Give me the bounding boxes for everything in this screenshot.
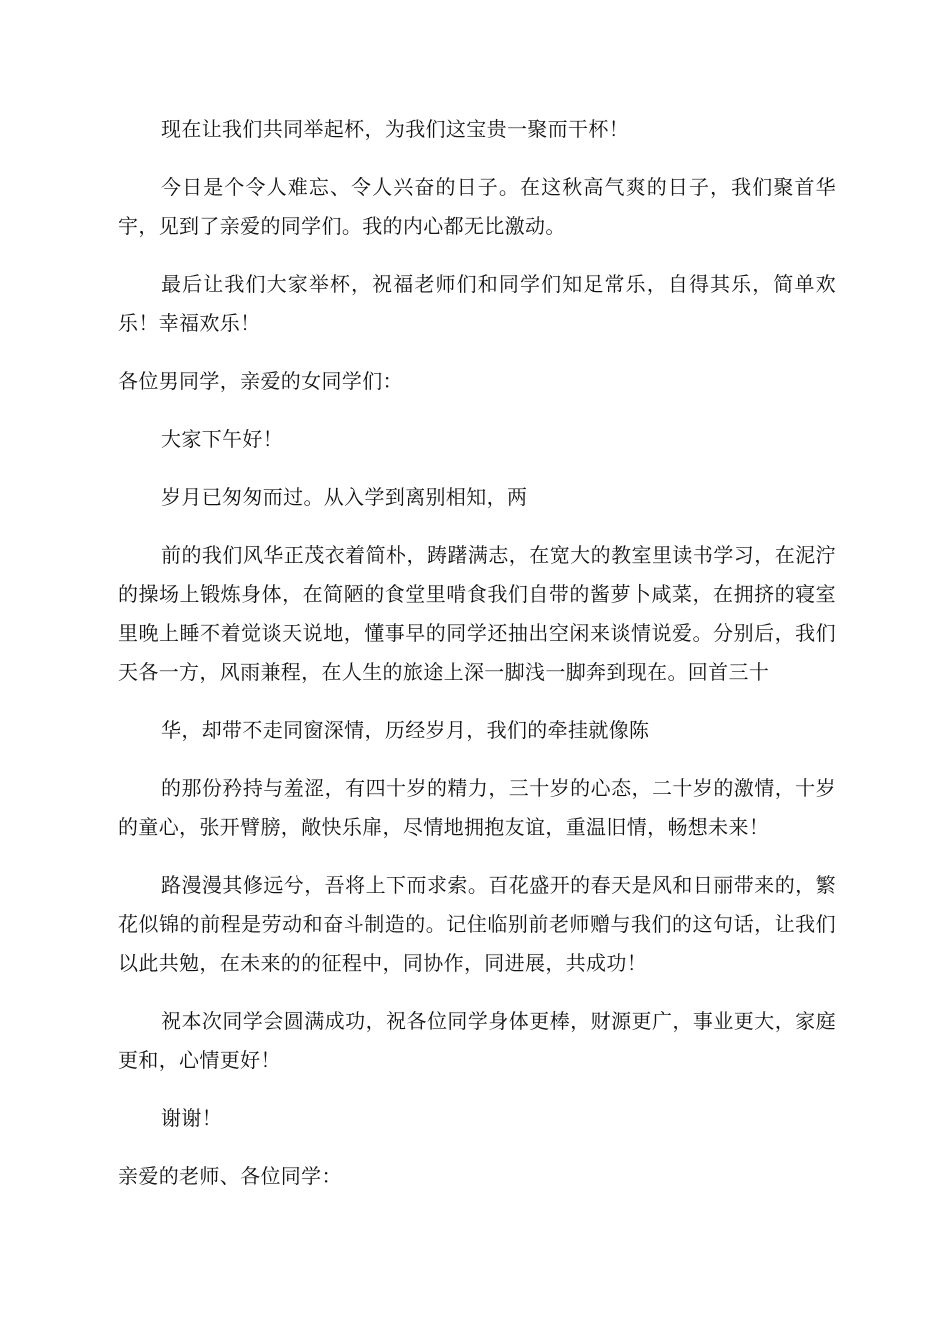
- paragraph-memories: 前的我们风华正茂衣着简朴，踌躇满志，在宽大的教室里读书学习，在泥泞的操场上锻炼身体，在简陋的食堂里啃食我们自带的酱萝卜咸菜，在拥挤的寝室里晚上睡不着觉谈天说地，懂事早的同学还抽出空闲来谈情说爱。分别后，我们天各一方，风雨兼程，在人生的旅途上深一脚浅一脚奔到现在。回首三十: [118, 543, 836, 684]
- paragraph-greeting: 大家下午好！: [161, 427, 284, 451]
- paragraph-spirit: 的那份矜持与羞涩，有四十岁的精力，三十岁的心态，二十岁的激情，十岁的童心，张开臂膀，敞快乐扉，尽情地拥抱友谊，重温旧情，畅想未来！: [118, 776, 836, 839]
- paragraph-quote: 路漫漫其修远兮，吾将上下而求索。百花盛开的春天是风和日丽带来的，繁花似锦的前程是劳动和奋斗制造的。记住临别前老师赠与我们的这句话，让我们以此共勉，在未来的的征程中，同协作，同进展，共成功！: [118, 873, 836, 975]
- paragraph-final-toast: 最后让我们大家举杯，祝福老师们和同学们知足常乐，自得其乐，简单欢乐！幸福欢乐！: [118, 272, 836, 335]
- paragraph-today: 今日是个令人难忘、令人兴奋的日子。在这秋高气爽的日子，我们聚首华宇，见到了亲爱的同学们。我的内心都无比激动。: [118, 175, 836, 238]
- paragraph-new-salutation: 亲爱的老师、各位同学：: [118, 1164, 342, 1188]
- paragraph-salutation: 各位男同学，亲爱的女同学们：: [118, 369, 403, 393]
- paragraph-friendship: 华，却带不走同窗深情，历经岁月，我们的牵挂就像陈: [161, 718, 650, 742]
- paragraph-toast: 现在让我们共同举起杯，为我们这宝贵一聚而干杯！: [161, 117, 630, 141]
- paragraph-wishes: 祝本次同学会圆满成功，祝各位同学身体更棒，财源更广，事业更大，家庭更和，心情更好！: [118, 1009, 836, 1072]
- paragraph-years-passed: 岁月已匆匆而过。从入学到离别相知，两: [161, 485, 528, 509]
- paragraph-thanks: 谢谢！: [161, 1106, 223, 1130]
- document-body: [118, 110, 836, 1215]
